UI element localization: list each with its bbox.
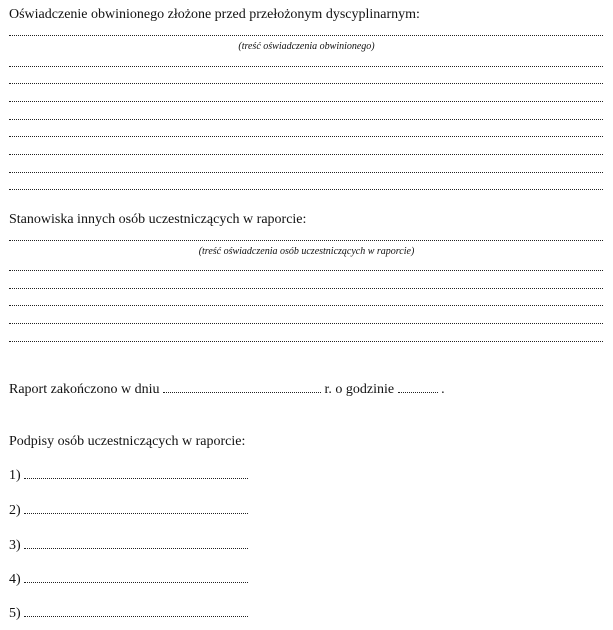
statement-line[interactable] <box>9 189 603 190</box>
section1-heading: Oświadczenie obwinionego złożone przed przełożonym dyscyplinarnym: <box>9 7 420 22</box>
signature-row <box>9 606 248 622</box>
signature-number: 1) <box>9 468 21 483</box>
signature-row <box>9 538 248 554</box>
section2-heading: Stanowiska innych osób uczestniczących w raporcie: <box>9 212 307 227</box>
signature-field[interactable] <box>24 582 248 583</box>
participants-line[interactable] <box>9 240 603 241</box>
signature-row <box>9 503 248 519</box>
signature-row <box>9 468 248 484</box>
signature-field[interactable] <box>24 478 248 479</box>
report-end-prefix: Raport zakończono w dniu <box>9 382 160 397</box>
report-end-suffix: . <box>441 382 445 397</box>
report-end-middle: r. o godzinie <box>324 382 395 397</box>
statement-line[interactable] <box>9 119 603 120</box>
participants-line[interactable] <box>9 323 603 324</box>
participants-line[interactable] <box>9 305 603 306</box>
signature-field[interactable] <box>24 513 248 514</box>
report-end-line <box>9 382 445 398</box>
signatures-heading: Podpisy osób uczestniczących w raporcie: <box>9 434 246 449</box>
signature-number: 3) <box>9 538 21 553</box>
participants-line[interactable] <box>9 341 603 342</box>
statement-line[interactable] <box>9 136 603 137</box>
signature-number: 4) <box>9 572 21 587</box>
time-field[interactable] <box>398 392 438 393</box>
participants-line[interactable] <box>9 270 603 271</box>
signature-field[interactable] <box>24 548 248 549</box>
statement-line[interactable] <box>9 83 603 84</box>
statement-line[interactable] <box>9 35 603 36</box>
signature-field[interactable] <box>24 616 248 617</box>
section2-caption: (treść oświadczenia osób uczestniczących w raporcie) <box>198 246 415 257</box>
statement-line[interactable] <box>9 172 603 173</box>
participants-line[interactable] <box>9 288 603 289</box>
signature-number: 2) <box>9 503 21 518</box>
statement-line[interactable] <box>9 101 603 102</box>
signature-row <box>9 572 248 588</box>
signature-number: 5) <box>9 606 21 621</box>
statement-line[interactable] <box>9 66 603 67</box>
section1-caption: (treść oświadczenia obwinionego) <box>238 41 375 52</box>
statement-line[interactable] <box>9 154 603 155</box>
date-field[interactable] <box>163 392 321 393</box>
